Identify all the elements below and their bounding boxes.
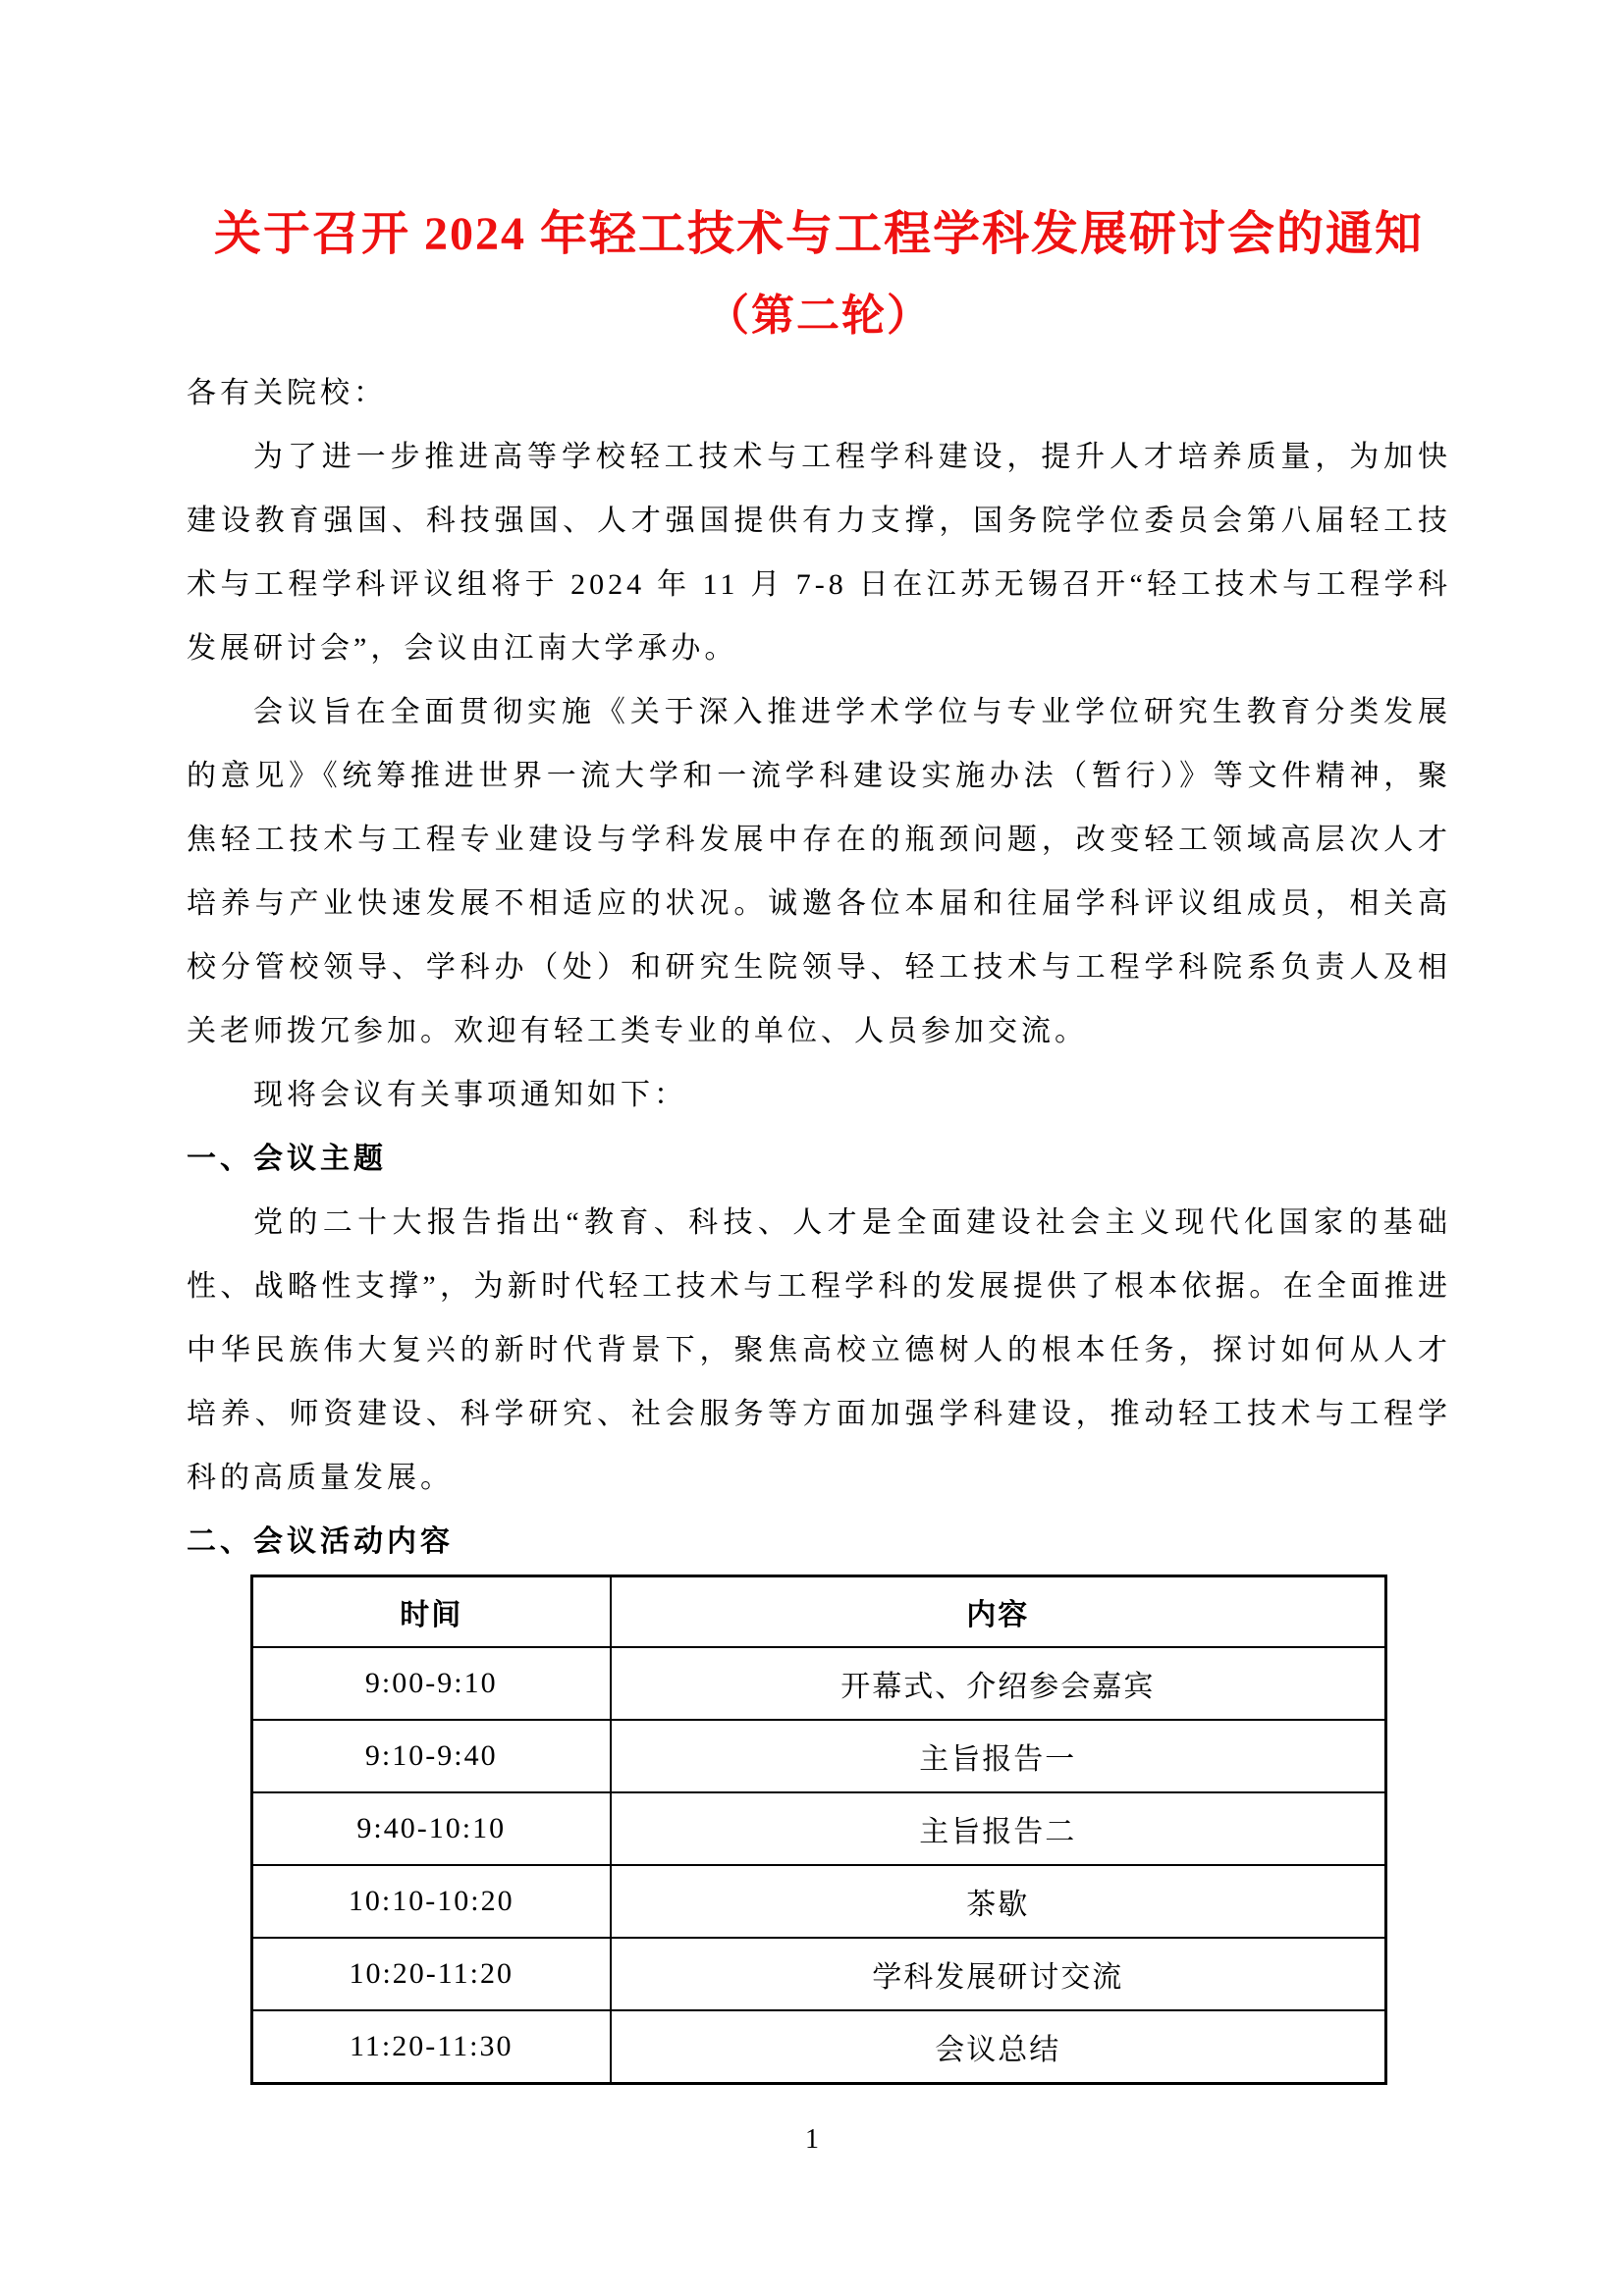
page-number: 1 [805, 2124, 819, 2155]
time-cell: 10:20-11:20 [252, 1938, 611, 2010]
table-header-content: 内容 [611, 1576, 1386, 1648]
table-row [252, 1938, 1386, 2010]
time-cell: 10:10-10:20 [252, 1865, 611, 1938]
paragraph-notice: 现将会议有关事项通知如下： [253, 1079, 687, 1111]
time-cell: 9:00-9:10 [252, 1647, 611, 1720]
document-body [187, 361, 1451, 1574]
content-cell: 会议总结 [611, 2010, 1386, 2084]
content-cell: 主旨报告二 [611, 1792, 1386, 1865]
table-row [252, 1647, 1386, 1720]
time-cell: 9:10-9:40 [252, 1720, 611, 1792]
time-cell: 9:40-10:10 [252, 1792, 611, 1865]
table-header-time: 时间 [252, 1576, 611, 1648]
salutation: 各有关院校： [187, 377, 387, 409]
table-row [252, 1720, 1386, 1792]
paragraph-purpose: 会议旨在全面贯彻实施《关于深入推进学术学位与专业学位研究生教育分类发展的意见》《统筹推进世界一流大学和一流学科建设实施办法（暂行）》等文件精神，聚焦轻工技术与工程专业建设与学科发展中存在的瓶颈问题，改变轻工领域高层次人才培养与产业快速发展不相适应的状况。诚邀各位本届和往届学科评议组成员，相关高校分管校领导、学科办（处）和研究生院领导、轻工技术与工程学科院系负责人及相关老师拨冗参加。欢迎有轻工类专业的单位、人员参加交流。 [187, 696, 1451, 1047]
paragraph-topic: 党的二十大报告指出“教育、科技、人才是全面建设社会主义现代化国家的基础性、战略性支撑”，为新时代轻工技术与工程学科的发展提供了根本依据。在全面推进中华民族伟大复兴的新时代背景下，聚焦高校立德树人的根本任务，探讨如何从人才培养、师资建设、科学研究、社会服务等方面加强学科建设，推动轻工技术与工程学科的高质量发展。 [187, 1206, 1451, 1494]
content-cell: 茶歇 [611, 1865, 1386, 1938]
schedule-table [250, 1575, 1387, 2085]
page-subtitle: （第二轮） [706, 292, 932, 340]
content-cell: 学科发展研讨交流 [611, 1938, 1386, 2010]
content-cell: 主旨报告一 [611, 1720, 1386, 1792]
table-header-row [252, 1576, 1386, 1648]
paragraph-intro: 为了进一步推进高等学校轻工技术与工程学科建设，提升人才培养质量，为加快建设教育强国、科技强国、人才强国提供有力支撑，国务院学位委员会第八届轻工技术与工程学科评议组将于 2024 年 11 月 7-8 日在江苏无锡召开“轻工技术与工程学科发展研讨会”，会议由江南大学承办。 [187, 441, 1451, 665]
table-row [252, 2010, 1386, 2084]
page-title: 关于召开 2024 年轻工技术与工程学科发展研讨会的通知 [213, 208, 1424, 260]
table-row [252, 1865, 1386, 1938]
document-content [187, 0, 1451, 2085]
section-heading-topic: 一、会议主题 [187, 1143, 387, 1175]
section-heading-activities: 二、会议活动内容 [187, 1525, 454, 1558]
time-cell: 11:20-11:30 [252, 2010, 611, 2084]
table-row [252, 1792, 1386, 1865]
content-cell: 开幕式、介绍参会嘉宾 [611, 1647, 1386, 1720]
